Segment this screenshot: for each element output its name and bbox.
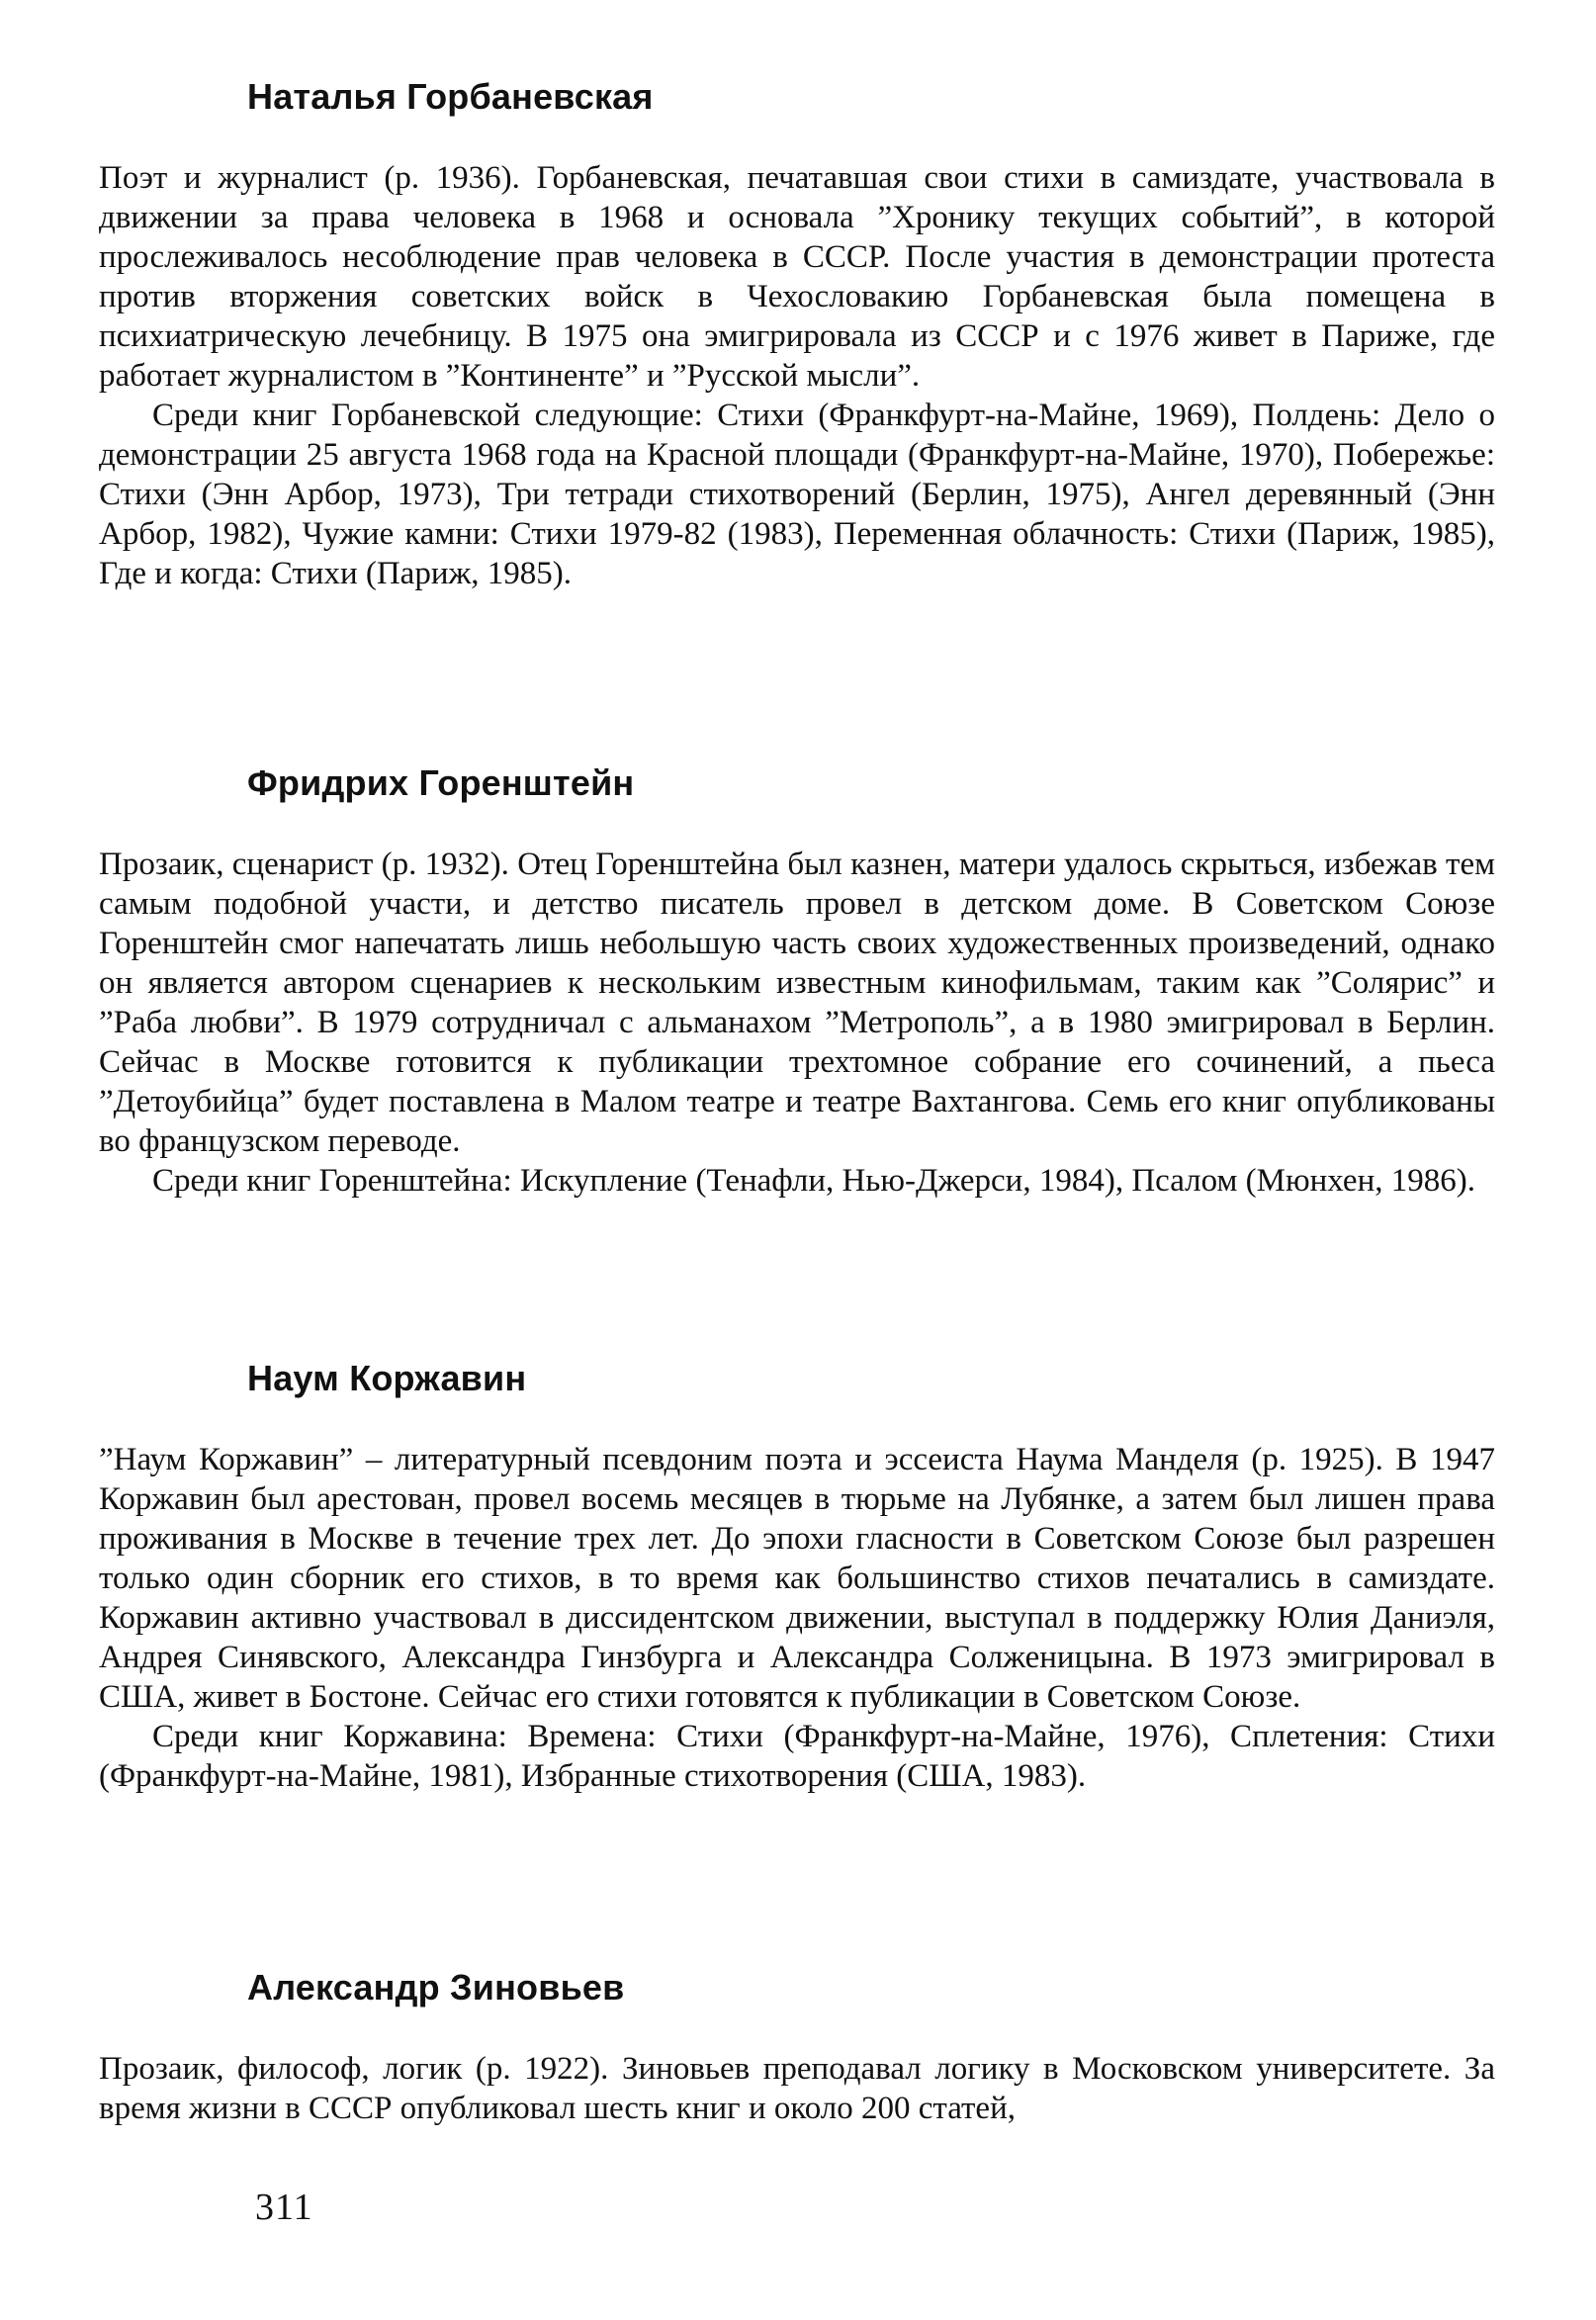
- entry-paragraph: Поэт и журналист (р. 1936). Горбаневская, печатавшая свои стихи в самиздате, участвовала в движении за права человека в 1968 и основала ”Хронику текущих событий”, в которой прослеживалось несоблюдение прав человека в СССР. После участия в демонстрации протеста против вторжения советских войск в Чехословакию Горбаневская была помещена в психиатрическую лечебницу. В 1975 она эмигрировала из СССР и с 1976 живет в Париже, где работает журналистом в ”Континенте” и ”Русской мысли”.: [99, 160, 1495, 394]
- entry-gorbanevskaya: [99, 75, 1495, 593]
- entry-paragraph: Прозаик, сценарист (р. 1932). Отец Горенштейна был казнен, матери удалось скрыться, избежав тем самым подобной участи, и детство писатель провел в детском доме. В Советском Союзе Горенштейн смог напечатать лишь небольшую часть своих художественных произведений, однако он является автором сценариев к нескольким известным кинофильмам, таким как ”Солярис” и ”Раба любви”. В 1979 сотрудничал с альманахом ”Метрополь”, а в 1980 эмигрировал в Берлин. Сейчас в Москве готовится к публикации трехтомное собрание его сочинений, а пьеса ”Детоубийца” будет поставлена в Малом театре и театре Вахтангова. Семь его книг опубликованы во французском переводе.: [99, 847, 1495, 1159]
- entry-paragraph: ”Наум Коржавин” – литературный псевдоним поэта и эссеиста Наума Манделя (р. 1925). В 1947 Коржавин был арестован, провел восемь месяцев в тюрьме на Лубянке, а затем был лишен права проживания в Москве в течение трех лет. До эпохи гласности в Советском Союзе был разрешен только один сборник его стихов, в то время как большинство стихов печатались в самиздате. Коржавин активно участвовал в диссидентском движении, выступал в поддержку Юлия Даниэля, Андрея Синявского, Александра Гинзбурга и Александра Солженицына. В 1973 эмигрировал в США, живет в Бостоне. Сейчас его стихи готовятся к публикации в Советском Союзе.: [99, 1442, 1495, 1715]
- entry-paragraph: Среди книг Коржавина: Времена: Стихи (Франкфурт-на-Майне, 1976), Сплетения: Стихи (Франкфурт-на-Майне, 1981), Избранные стихотворения (США, 1983).: [99, 1719, 1495, 1794]
- entry-title: Наталья Горбаневская: [247, 76, 654, 117]
- entry-korzhavin: [99, 1357, 1495, 1796]
- entry-title: Александр Зиновьев: [247, 1967, 625, 2008]
- page-number: 311: [255, 2186, 313, 2228]
- entry-paragraph: Среди книг Горбаневской следующие: Стихи (Франкфурт-на-Майне, 1969), Полдень: Дело о демонстрации 25 августа 1968 года на Красной площади (Франкфурт-на-Майне, 1970), Побережье: Стихи (Энн Арбор, 1973), Три тетради стихотворений (Берлин, 1975), Ангел деревянный (Энн Арбор, 1982), Чужие камни: Стихи 1979-82 (1983), Переменная облачность: Стихи (Париж, 1985), Где и когда: Стихи (Париж, 1985).: [99, 398, 1495, 591]
- entry-title: Наум Коржавин: [247, 1358, 527, 1398]
- entry-paragraph: Среди книг Горенштейна: Искупление (Тенафли, Нью-Джерси, 1984), Псалом (Мюнхен, 1986).: [152, 1163, 1475, 1199]
- entry-gorenshtein: [99, 761, 1495, 1201]
- entry-paragraph: Прозаик, философ, логик (р. 1922). Зиновьев преподавал логику в Московском университете. За время жизни в СССР опубликовал шесть книг и около 200 статей,: [99, 2051, 1495, 2126]
- entry-title: Фридрих Горенштейн: [247, 762, 635, 803]
- entry-body: [99, 1440, 1495, 1796]
- entry-body: [99, 845, 1495, 1201]
- entry-zinoviev: [99, 1966, 1495, 2128]
- entry-body: [99, 158, 1495, 593]
- entry-body: [99, 2049, 1495, 2128]
